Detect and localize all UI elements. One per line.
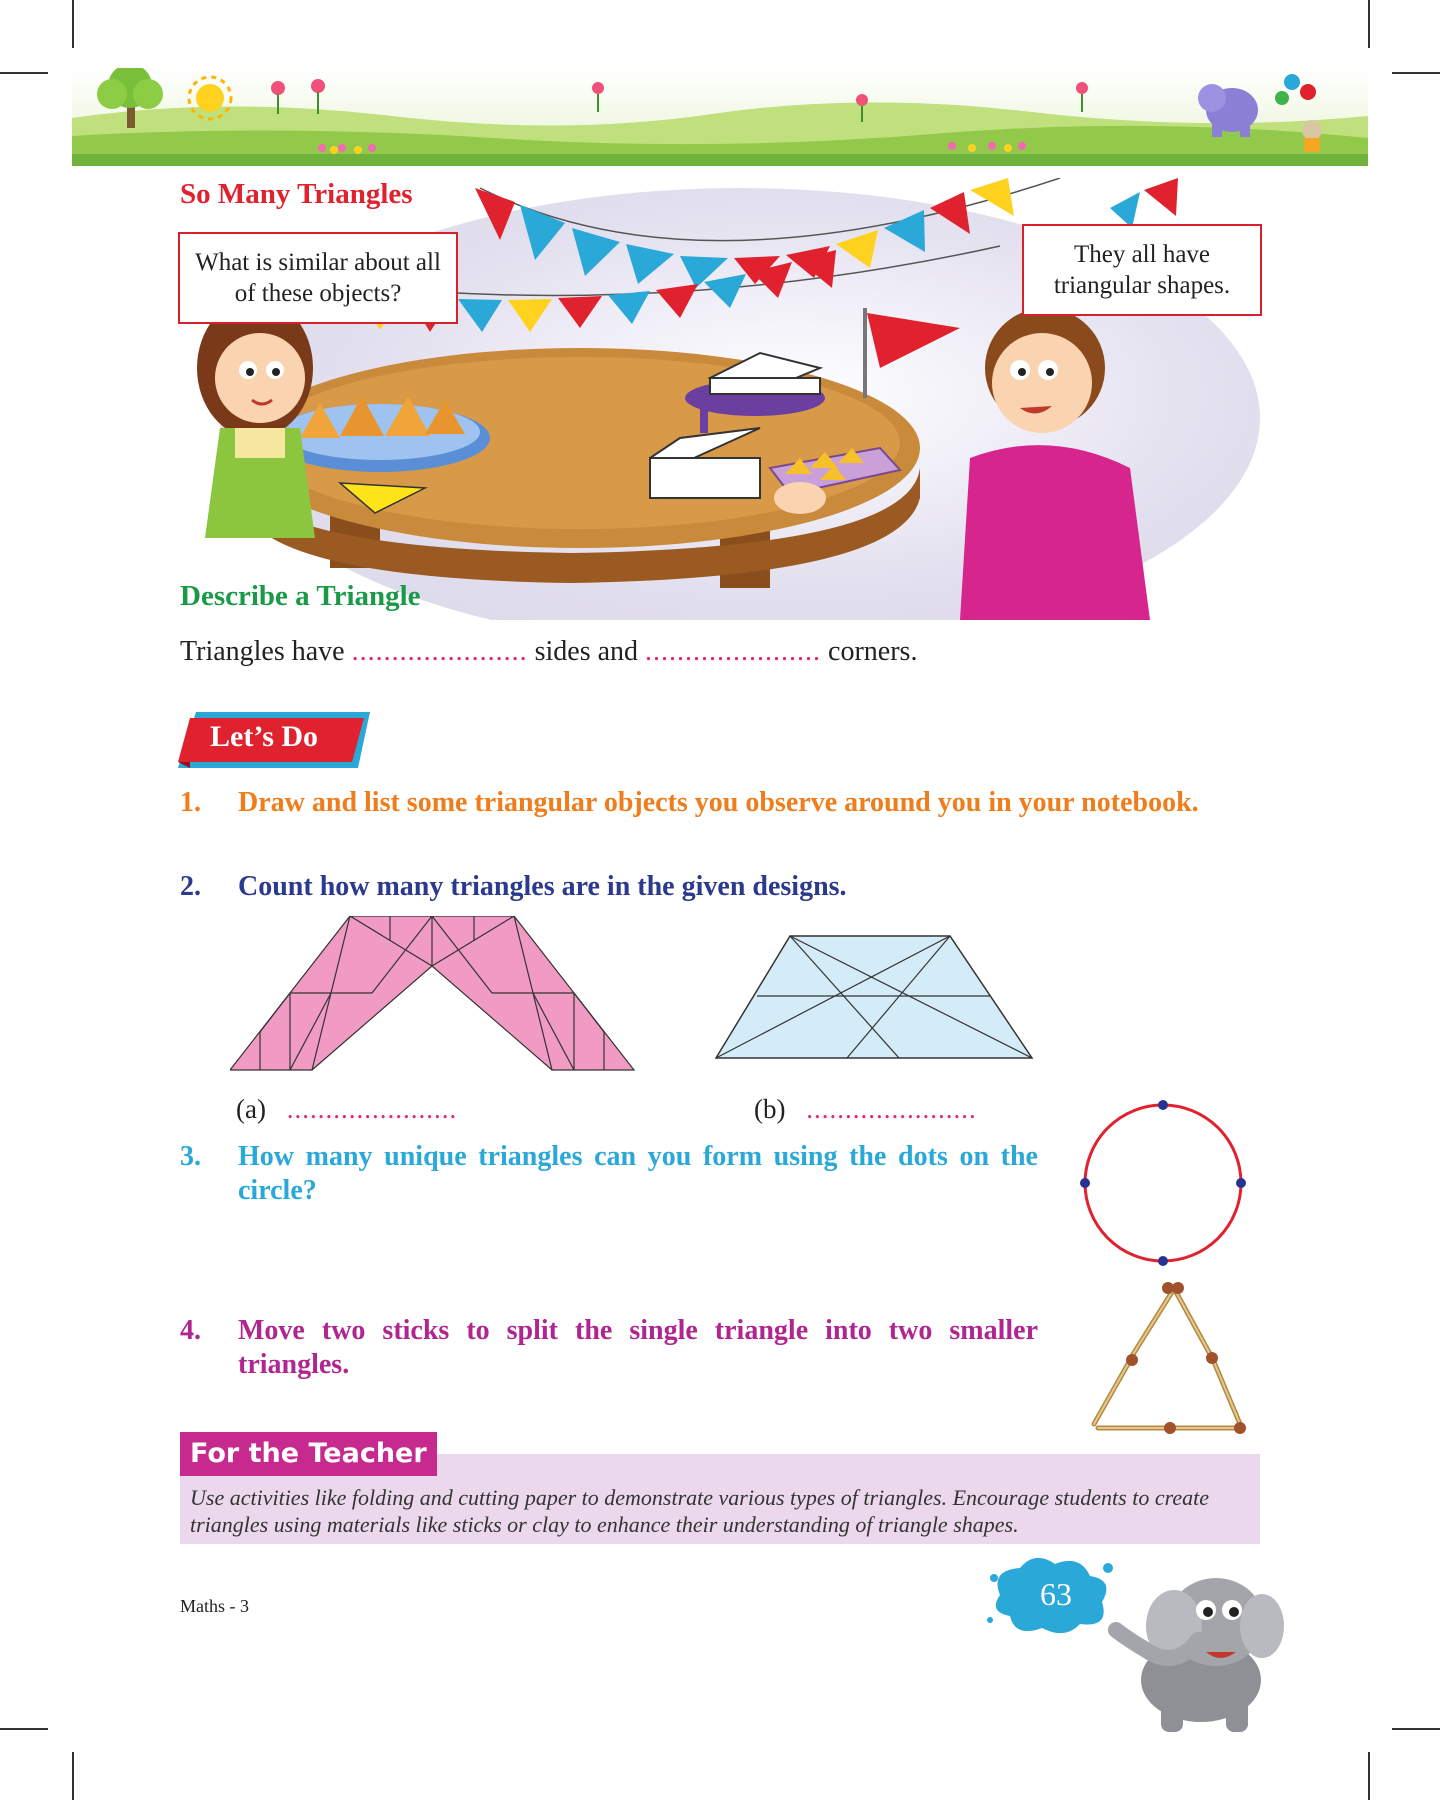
matchstick-triangle: [1088, 1278, 1248, 1438]
question-4-number: 4.: [180, 1315, 201, 1346]
section-heading-describe: Describe a Triangle: [180, 580, 421, 612]
answer-a-label: (a): [236, 1094, 266, 1124]
question-4: [180, 1314, 1040, 1384]
answer-a-blank[interactable]: ......................: [286, 1094, 458, 1124]
answer-a: [236, 1094, 457, 1125]
footer-book-name: Maths - 3: [180, 1596, 249, 1616]
elephant-mascot-icon: [1066, 1560, 1286, 1740]
crop-mark: [0, 1728, 48, 1730]
corners-answer-blank[interactable]: ......................: [645, 636, 822, 667]
question-3: [180, 1140, 1040, 1210]
answer-b-blank[interactable]: ......................: [806, 1094, 977, 1124]
header-banner-illustration: [72, 68, 1368, 166]
crop-mark: [72, 1752, 74, 1800]
question-2-number: 2.: [180, 871, 201, 902]
describe-part2: sides and: [534, 636, 639, 667]
teacher-note-text: Use activities like folding and cutting paper to demonstrate various types of triangles. Encourage students to create triangles using materials like sticks or clay to enhance their understanding of triangle shapes.: [190, 1485, 1209, 1537]
lets-do-label: Let’s Do: [210, 720, 319, 753]
crop-mark: [1368, 1752, 1370, 1800]
crop-mark: [1392, 1728, 1440, 1730]
page-title: So Many Triangles: [180, 178, 413, 210]
describe-sentence: [180, 636, 917, 668]
crop-mark: [0, 72, 48, 74]
question-3-number: 3.: [180, 1141, 201, 1172]
page-number: 63: [1040, 1576, 1072, 1612]
triangle-design-b: [714, 934, 1036, 1060]
question-4-text: Move two sticks to split the single triangle into two smaller triangles.: [238, 1315, 1038, 1380]
question-1-text: Draw and list some triangular objects you observe around you in your notebook.: [238, 787, 1199, 818]
crop-mark: [1368, 0, 1370, 48]
teacher-note-label: For the Teacher: [180, 1432, 437, 1476]
question-1: [180, 786, 1260, 856]
sides-answer-blank[interactable]: ......................: [351, 636, 528, 667]
circle-with-dots: [1076, 1096, 1250, 1270]
crop-mark: [72, 0, 74, 48]
describe-part3: corners.: [828, 636, 918, 667]
mouse-icon: [1302, 120, 1322, 152]
question-2-text: Count how many triangles are in the given designs.: [238, 871, 847, 902]
dot: [1158, 1100, 1168, 1110]
triangle-design-a: [230, 916, 638, 1072]
crop-mark: [1392, 72, 1440, 74]
dot: [1236, 1178, 1246, 1188]
answer-b-label: (b): [754, 1094, 786, 1124]
speech-bubble-girl: What is similar about all of these objects?: [178, 232, 458, 324]
question-2: [180, 870, 1260, 906]
describe-part1: Triangles have: [180, 636, 345, 667]
dot: [1080, 1178, 1090, 1188]
answer-b: [754, 1094, 977, 1125]
dot: [1158, 1256, 1168, 1266]
question-1-number: 1.: [180, 787, 201, 818]
question-3-text: How many unique triangles can you form using the dots on the circle?: [238, 1141, 1038, 1206]
speech-bubble-boy: They all have triangular shapes.: [1022, 224, 1262, 316]
